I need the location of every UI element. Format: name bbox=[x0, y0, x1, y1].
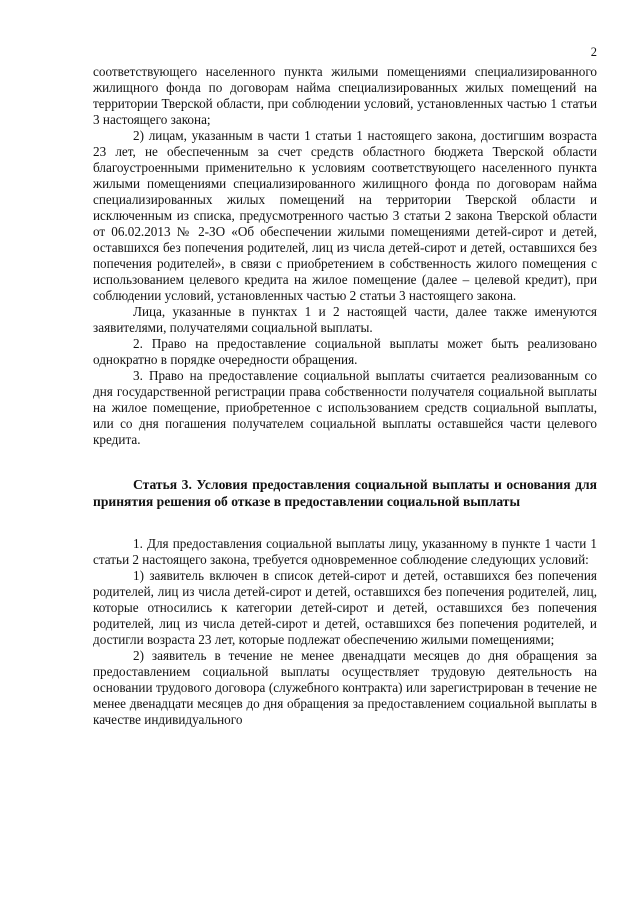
paragraph: Лица, указанные в пунктах 1 и 2 настоящей части, далее также именуются заявителями, получателями социальной выплаты. bbox=[93, 304, 597, 335]
document-body bbox=[93, 64, 597, 728]
paragraph: 1) заявитель включен в список детей-сирот и детей, оставшихся без попечения родителей, лиц из числа детей-сирот и детей, оставшихся без попечения родителей, лиц, которые относились к категории детей-сирот и детей, оставшихся без попечения родителей, лиц из числа детей-сирот и детей, оставшихся без попечения родителей, и достигли возраста 23 лет, которые подлежат обеспечению жилыми помещениями; bbox=[93, 568, 597, 647]
paragraph: 2) лицам, указанным в части 1 статьи 1 настоящего закона, достигшим возраста 23 лет, не обеспеченным за счет средств областного бюджета Тверской области благоустроенными применительно к условиям соответствующего населенного пункта жилыми помещениями специализированного жилищного фонда по договорам найма специализированных жилых помещений на территории Тверской области и исключенным из списка, предусмотренного частью 3 статьи 2 закона Тверской области от 06.02.2013 № 2-ЗО «Об обеспечении жилыми помещениями детей-сирот и детей, оставшихся без попечения родителей, лиц из числа детей-сирот и детей, оставшихся без попечения родителей», в связи с приобретением в собственность жилого помещения с использованием целевого кредита на жилое помещение (далее – целевой кредит), при соблюдении условий, установленных частью 2 статьи 3 настоящего закона. bbox=[93, 128, 597, 303]
page-number: 2 bbox=[590, 45, 597, 59]
article-heading: Статья 3. Условия предоставления социальной выплаты и основания для принятия решения об отказе в предоставлении социальной выплаты bbox=[93, 477, 597, 509]
paragraph: 2. Право на предоставление социальной выплаты может быть реализовано однократно в порядке очередности обращения. bbox=[93, 336, 597, 367]
paragraph: 3. Право на предоставление социальной выплаты считается реализованным со дня государственной регистрации права собственности получателя социальной выплаты на жилое помещение, приобретенное с использованием средств социальной выплаты, или со дня погашения получателем социальной выплаты оставшейся части целевого кредита. bbox=[93, 368, 597, 447]
paragraph: 1. Для предоставления социальной выплаты лицу, указанному в пункте 1 части 1 статьи 2 настоящего закона, требуется одновременное соблюдение следующих условий: bbox=[93, 536, 597, 567]
paragraph: соответствующего населенного пункта жилыми помещениями специализированного жилищного фонда по договорам найма специализированных жилых помещений на территории Тверской области, при соблюдении условий, установленных частью 1 статьи 3 настоящего закона; bbox=[93, 64, 597, 127]
paragraph: 2) заявитель в течение не менее двенадцати месяцев до дня обращения за предоставлением социальной выплаты осуществляет трудовую деятельность на основании трудового договора (служебного контракта) или зарегистрирован в течение не менее двенадцати месяцев до дня обращения за предоставлением социальной выплаты в качестве индивидуального bbox=[93, 648, 597, 727]
